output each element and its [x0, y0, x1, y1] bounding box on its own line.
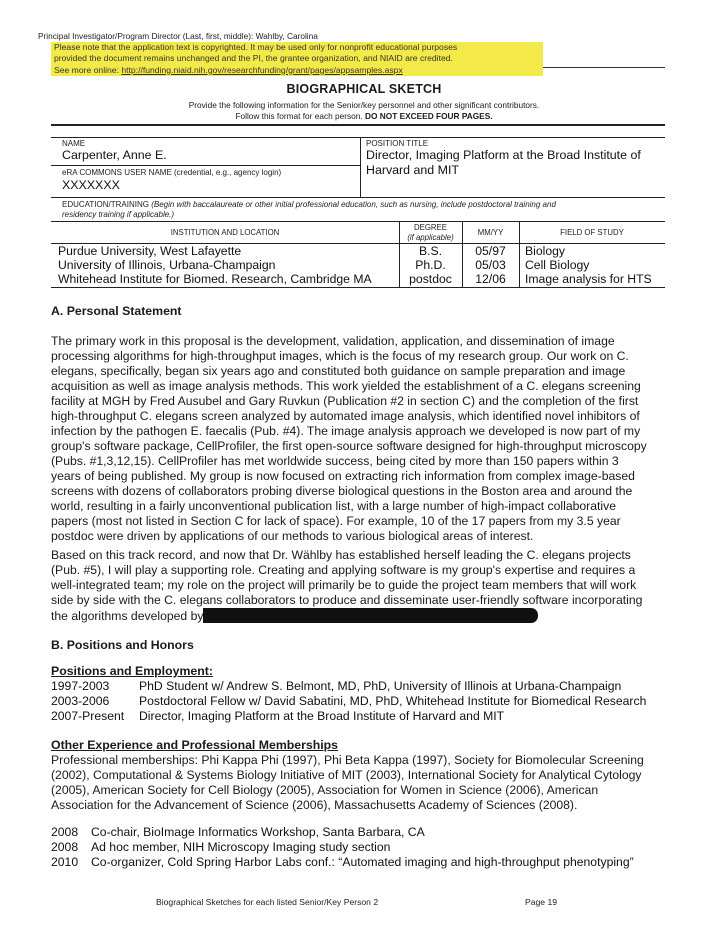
divider [360, 137, 361, 197]
membership-line: (2002), Computational & Systems Biology Initiative of MIT (2003), International Society for Analytical Cytology [51, 768, 642, 782]
personal-statement-2 [51, 548, 671, 624]
edu-degree: B.S. [418, 244, 443, 258]
position-label: POSITION TITLE [366, 139, 429, 148]
education-label: EDUCATION/TRAINING (Begin with baccalaureate or other initial professional education, such as nursing, include postdoctoral training and [62, 200, 556, 209]
membership-line: (2005), American Society for Cell Biology (2005), Association for Women in Science (2006), American [51, 783, 599, 797]
mmyy-header: MM/YY [477, 228, 504, 237]
degree-note: (if applicable) [407, 233, 454, 242]
position-text: Director, Imaging Platform at the Broad Institute of Harvard and MIT [139, 709, 505, 723]
divider [51, 221, 665, 222]
edu-degree: Ph.D. [415, 258, 446, 272]
edu-field: Cell Biology [525, 258, 590, 272]
samples-link[interactable]: http://funding.niaid.nih.gov/researchfunding/grant/pages/appsamples.aspx [121, 64, 403, 75]
notice-line: See more online: http://funding.niaid.nih.gov/researchfunding/grant/pages/appsamples.aspx [54, 64, 403, 75]
statement-line: side by side with the C. elegans collaborators to produce and disseminate user-friendly software incorporating [51, 593, 643, 607]
position-text: Postdoctoral Fellow w/ David Sabatini, MD, PhD, Whitehead Institute for Biomedical Research [139, 694, 647, 708]
statement-line: (Pub. #5), I will play a supporting role. Creating and applying software is my group's expertise and requires a [51, 563, 636, 577]
page-number: Page 19 [525, 897, 558, 907]
edu-date: 05/03 [475, 258, 506, 272]
notice-line: Please note that the application text is copyrighted. It may be used only for nonprofit educational purposes [54, 42, 458, 52]
statement-line: well-integrated team; my role on the project will primarily be to guide the project team members that will work [51, 578, 637, 592]
statement-line: high-throughput C. elegans screen analyzed by automated image analysis, which identified novel inhibitors of [51, 409, 640, 423]
statement-line: elegans, specifically, began six years ago and constituted both guidance on sample preparation and image [51, 364, 626, 378]
positions-heading: Positions and Employment: [51, 664, 213, 678]
position-years: 2003-2006 [51, 694, 110, 708]
divider [51, 197, 665, 198]
instructions-line: Provide the following information for the Senior/key personnel and other significant contributors. [188, 100, 540, 110]
position-value: Harvard and MIT [366, 163, 459, 177]
statement-line: acquisition as well as image analysis methods. This work yielded the establishment of a C. elegans screening [51, 379, 641, 393]
other-experience-heading: Other Experience and Professional Memberships [51, 738, 339, 752]
divider [51, 137, 665, 138]
divider [543, 67, 665, 68]
statement-line: facility at MGH by Fred Ausubel and Gary Ruvkun (Publication #2 in section C) and the completion of the first [51, 394, 639, 408]
field-header: FIELD OF STUDY [560, 228, 624, 237]
statement-line: group's software package, CellProfiler, the first open-source software designed for high-throughput microscopy [51, 439, 647, 453]
membership-line: Association for the Advancement of Science (2006), Massachusetts Academy of Sciences (2008). [51, 798, 578, 812]
instructions-line: Follow this format for each person. DO NOT EXCEED FOUR PAGES. [235, 111, 493, 121]
edu-institution: University of Illinois, Urbana-Champaign [58, 258, 276, 272]
position-years: 2007-Present [51, 709, 125, 723]
position-years: 1997-2003 [51, 679, 110, 693]
era-value: XXXXXXX [62, 178, 120, 192]
statement-line: processing algorithms for high-throughput images, which is the focus of my research group. Our work on C. [51, 349, 629, 363]
name-label: NAME [62, 139, 86, 148]
experience-text: Co-chair, BioImage Informatics Workshop, Santa Barbara, CA [91, 825, 425, 839]
redaction-bar [203, 608, 538, 623]
pi-header: Principal Investigator/Program Director (Last, first, middle): Wahlby, Carolina [38, 31, 318, 41]
era-label: eRA COMMONS USER NAME (credential, e.g., agency login) [62, 168, 282, 177]
statement-line: years of being published. My group is now focused on extracting rich information from complex image-based [51, 469, 635, 483]
experience-year: 2010 [51, 855, 79, 869]
section-b-heading: B. Positions and Honors [51, 638, 194, 652]
copyright-notice [51, 42, 543, 76]
institution-header: INSTITUTION AND LOCATION [170, 228, 280, 237]
experience-year: 2008 [51, 840, 79, 854]
experience-text: Ad hoc member, NIH Microscopy Imaging study section [91, 840, 391, 854]
statement-line: Based on this track record, and now that Dr. Wählby has established herself leading the C. elegans projects [51, 548, 631, 562]
edu-field: Biology [525, 244, 565, 258]
footer-left: Biographical Sketches for each listed Senior/Key Person 2 [156, 897, 379, 907]
position-value: Director, Imaging Platform at the Broad Institute of [366, 148, 641, 162]
memberships [51, 753, 671, 813]
edu-institution: Purdue University, West Lafayette [58, 244, 242, 258]
degree-header: DEGREE [414, 223, 447, 232]
statement-line: infection by the pathogen E. faecalis (Pub. #4). The image analysis approach we developed is now part of my [51, 424, 641, 438]
statement-line: the algorithms developed by [51, 608, 671, 624]
divider [51, 165, 360, 166]
statement-line: The primary work in this proposal is the development, validation, application, and dissemination of image [51, 334, 615, 348]
edu-date: 05/97 [475, 244, 506, 258]
notice-line: provided the document remains unchanged and the PI, the grantee organization, and NIAID are credited. [54, 53, 453, 64]
name-value: Carpenter, Anne E. [62, 148, 167, 162]
education-note: residency training if applicable.) [62, 210, 175, 219]
experience-text: Co-organizer, Cold Spring Harbor Labs conf.: “Automated imaging and high-throughput phenotyping” [91, 855, 634, 869]
personal-statement [51, 334, 671, 544]
edu-field: Image analysis for HTS [525, 272, 652, 286]
divider [51, 287, 665, 288]
document-title: BIOGRAPHICAL SKETCH [286, 82, 442, 96]
section-a-heading: A. Personal Statement [51, 304, 182, 318]
statement-line: world, resulting in a fairly unconventional publication list, with a large number of high-impact collaborative [51, 499, 616, 513]
membership-line: Professional memberships: Phi Kappa Phi (1997), Phi Beta Kappa (1997), Society for Biomolecular Screening [51, 753, 644, 767]
edu-institution: Whitehead Institute for Biomed. Research, Cambridge MA [58, 272, 372, 286]
edu-date: 12/06 [475, 272, 506, 286]
experience-year: 2008 [51, 825, 79, 839]
statement-line: postdoc were driven by applications of our methods to various biological areas of interest. [51, 529, 534, 543]
statement-line: papers (most not listed in Section C for lack of space). For example, 10 of the 17 papers from my 3.5 year [51, 514, 621, 528]
statement-line: (Pubs. #1,3,12,15). CellProfiler has met worldwide success, being cited by more than 150 papers within 3 [51, 454, 619, 468]
statement-line: screens with dozens of collaborators probing diverse biological questions in the Boston area and around the [51, 484, 633, 498]
position-text: PhD Student w/ Andrew S. Belmont, MD, PhD, University of Illinois at Urbana-Champaign [139, 679, 622, 693]
edu-degree: postdoc [409, 272, 452, 286]
divider [51, 124, 665, 126]
